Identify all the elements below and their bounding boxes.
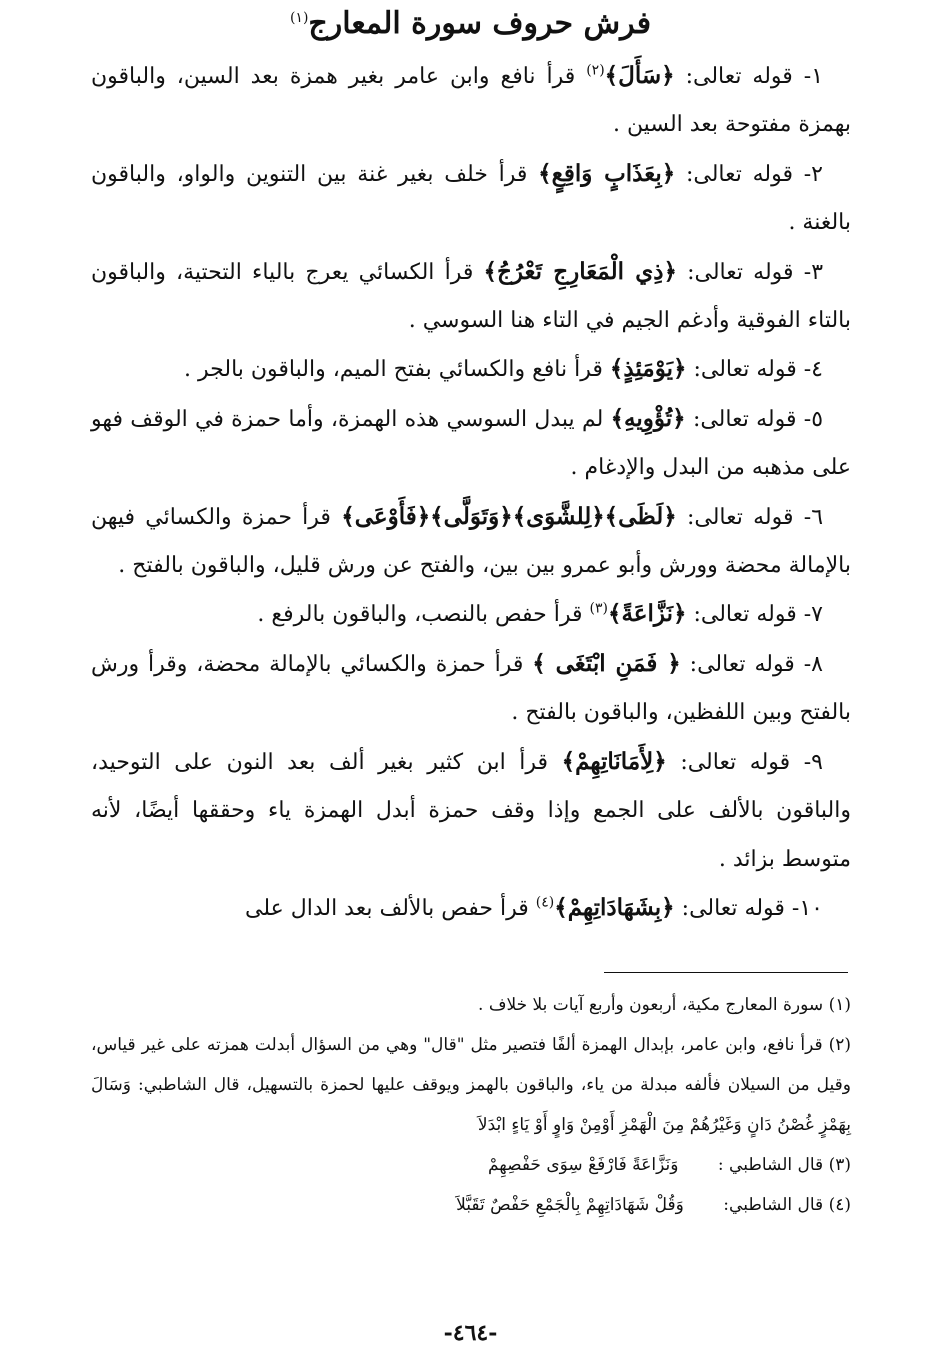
footnote-number: (٢): [828, 1035, 852, 1055]
entry-text: قرأ ابن كثير بغير ألف بعد النون على التوحيد، والباقون بالألف على الجمع وإذا وقف حمزة أبدل الهمزة ياء وحققها أيضًا، لأنه متوسط بزائد .: [91, 749, 851, 872]
entry-text: قرأ الكسائي يعرج بالياء التحتية، والباقون بالتاء الفوقية وأدغم الجيم في التاء هنا السوسي .: [91, 259, 851, 334]
footnote-verse: وَقُلْ شَهَادَاتِهِمْ بِالْجَمْعِ حَفْصٌ تَقَبَّلاَ: [456, 1195, 684, 1215]
footnote: [91, 1145, 851, 1185]
quran-word: ﴿لَظَى﴾﴿لِلشَّوَى﴾﴿وَتَوَلَّى﴾﴿فَأَوْعَى﴾: [341, 502, 677, 530]
footnotes: [91, 985, 851, 1225]
footnote-verse: وَنَزَّاعَةً فَارْفَعْ سِوَى حَفْصِهِمْ: [487, 1155, 679, 1175]
entry-intro: قوله تعالى:: [681, 895, 785, 921]
footnote: [91, 985, 851, 1025]
page-title: [0, 2, 941, 46]
entry-intro: قوله تعالى:: [685, 64, 793, 89]
entry-number: ٣-: [803, 259, 824, 285]
entry: [91, 395, 851, 493]
entry: [91, 738, 851, 884]
footnote: [91, 1025, 851, 1145]
footnote: [91, 1185, 851, 1225]
title-footnote-ref: (١): [289, 10, 309, 26]
entry-number: ١٠-: [791, 895, 823, 921]
entry-intro: قوله تعالى:: [693, 357, 797, 383]
entry-text: قرأ نافع والكسائي بفتح الميم، والباقون بالجر .: [184, 357, 603, 383]
entry-intro: قوله تعالى:: [687, 259, 794, 285]
quran-word: ﴿يَوْمَئِذٍ﴾: [609, 355, 687, 383]
entry-number: ١-: [803, 64, 824, 89]
quran-word: ﴿تُؤْوِيهِ﴾: [610, 404, 686, 432]
page-number: -٤٦٤-: [443, 1320, 498, 1346]
entry-intro: قوله تعالى:: [685, 161, 793, 187]
entry-intro: قوله تعالى:: [693, 602, 797, 628]
quran-word: ﴿ فَمَنِ ابْتَغَى ﴾: [532, 649, 681, 677]
entry-number: ٩-: [803, 749, 823, 775]
footnote-number: (٣): [828, 1155, 851, 1175]
entry: [91, 640, 851, 738]
entry-text: قرأ حمزة والكسائي فيهن بالإمالة محضة وورش وأبو عمرو بين بين، والفتح عن ورش قليل، والباقون بالفتح .: [91, 504, 851, 579]
entry: [91, 345, 851, 394]
entry-number: ٦-: [803, 504, 824, 530]
footnote-text: قال الشاطبي :: [717, 1155, 824, 1175]
entry-intro: قوله تعالى:: [680, 749, 791, 775]
entry-number: ٧-: [803, 602, 823, 628]
footnote-ref: (٢): [586, 62, 605, 79]
entry: [91, 248, 851, 346]
entry: [91, 884, 851, 933]
quran-word: ﴿سَأَلَ﴾: [604, 62, 675, 89]
entry-number: ٤-: [803, 357, 823, 383]
quran-word: ﴿لِأَمَانَاتِهِمْ﴾: [561, 747, 667, 775]
entry: [91, 150, 851, 248]
footnote-number: (١): [828, 995, 851, 1015]
quran-word: ﴿بِشَهَادَاتِهِمْ﴾: [554, 893, 675, 921]
entry-number: ٢-: [803, 161, 823, 187]
footnote-divider: [604, 972, 848, 973]
entry-intro: قوله تعالى:: [686, 504, 794, 530]
entry-text: قرأ حفص بالنصب، والباقون بالرفع .: [257, 602, 583, 628]
footnote-text: سورة المعارج مكية، أربعون وأربع آيات بلا خلاف .: [478, 995, 824, 1015]
footnote-text: قال الشاطبي:: [723, 1195, 824, 1215]
entry-number: ٨-: [803, 651, 823, 677]
quran-word: ﴿بِعَذَابٍ وَاقِعٍ﴾: [538, 159, 676, 187]
entry-intro: قوله تعالى:: [692, 406, 797, 432]
entry-text: قرأ نافع وابن عامر بغير همزة بعد السين، والباقون بهمزة مفتوحة بعد السين .: [91, 64, 851, 138]
entry-number: ٥-: [803, 406, 824, 432]
entry: [91, 493, 851, 591]
footnote-ref: (٤): [535, 894, 555, 911]
entry: [91, 52, 851, 150]
entry-intro: قوله تعالى:: [689, 651, 795, 677]
entry: [91, 590, 851, 639]
footnote-text: قرأ نافع، وابن عامر، بإبدال الهمزة ألفًا فتصير مثل "قال" وهي من السؤال أبدلت همزته على غير قياس، وقيل من السيلان فألفه مبدلة من ياء، والباقون بالهمز ويوقف عليها لحمزة بالتسهيل، قال الشاطبي:: [91, 1035, 851, 1095]
quran-word: ﴿نَزَّاعَةً﴾: [607, 600, 687, 628]
entry-text: لم يبدل السوسي هذه الهمزة، وأما حمزة في الوقف فهو على مذهبه من البدل والإدغام .: [91, 406, 851, 481]
main-text: [91, 52, 851, 933]
entry-text: قرأ خلف بغير غنة بين التنوين والواو، والباقون بالغنة .: [91, 161, 851, 236]
entry-text: قرأ حمزة والكسائي بالإمالة محضة، وقرأ ورش بالفتح وبين اللفظين، والباقون بالفتح .: [91, 651, 851, 726]
footnote-ref: (٣): [589, 601, 608, 618]
footnote-number: (٤): [828, 1195, 851, 1215]
entry-text: قرأ حفص بالألف بعد الدال على: [244, 895, 529, 921]
title-text: فرش حروف سورة المعارج: [308, 6, 652, 41]
quran-word: ﴿ذِي الْمَعَارِجِ تَعْرُجُ﴾: [483, 257, 677, 285]
footnote-verse: وَسَالَ بِهَمْزٍ غُصْنُ دَانٍ وَغَيْرُهُمْ مِنَ الْهَمْزِ أَوْمِنْ وَاوٍ أَوْ يَاءٍ ابْدَلاَ: [91, 1075, 851, 1135]
